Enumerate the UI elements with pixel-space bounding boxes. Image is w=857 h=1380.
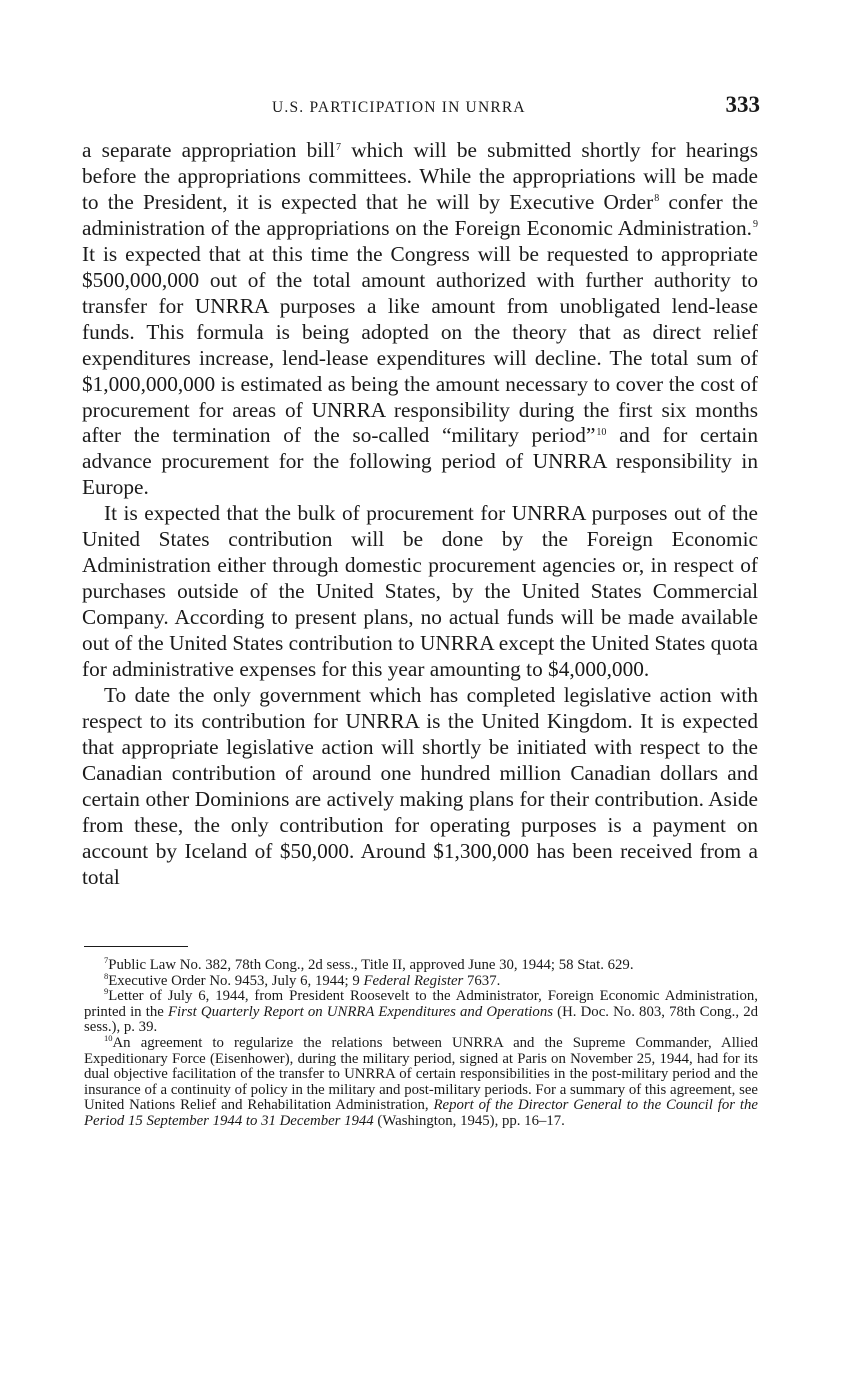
- paragraph-2: It is expected that the bulk of procurement for UNRRA purposes out of the United States contribution will be done by the Foreign Economic Administration either through domestic procurement agencies or, in respect of purchases outside of the United States, by the United States Commercial Company. According to present plans, no actual funds will be made available out of the United States contribution to UNRRA except the United States quota for administrative expenses for this year amounting to $4,000,000.: [82, 501, 758, 682]
- running-head: U.S. PARTICIPATION IN UNRRA: [272, 99, 526, 116]
- footnote-10-text-a: An agreement to regularize the relations between UNRRA and the Supreme Commander, Allied Expeditionary Force (Eisenhower), during the military period, signed at Paris on November 25, 1944, had for its dual objective facilitation of the transfer to UNRRA of certain responsibilities in the post-military period and the insurance of a continuity of policy in the military and post-military periods. For a summary of this agreement, see United Nations Relief and Rehabilitation Administration,: [84, 1034, 758, 1114]
- footnote-8-text-a: Executive Order No. 9453, July 6, 1944; 9: [108, 972, 364, 989]
- paragraph-1-text-a: a separate appropriation bill: [82, 138, 336, 162]
- footnote-8: [84, 970, 758, 990]
- footnote-9-text-b: (H. Doc. No. 803, 78th Cong., 2d sess.), p. 39.: [84, 1003, 758, 1036]
- footnote-ref-7: 7: [336, 141, 342, 153]
- footnote-divider: [84, 946, 188, 947]
- body-text: [82, 138, 758, 891]
- footnote-7: [84, 955, 758, 974]
- footnote-9: [84, 986, 758, 1036]
- paragraph-1-text-d: It is expected that at this time the Congress will be requested to appropriate $500,000,000 out of the total amount authorized with further authority to transfer for UNRRA purposes a like amount from unobligated lend-lease funds. This formula is being adopted on the theory that as direct relief expenditures increase, lend-lease expenditures will decline. The total sum of $1,000,000,000 is estimated as being the amount necessary to cover the cost of procurement for areas of UNRRA responsibility during the first six months after the termination of the so-called “military period”: [82, 241, 758, 448]
- footnote-7-text: Public Law No. 382, 78th Cong., 2d sess., Title II, approved June 30, 1944; 58 Stat. 629.: [108, 957, 634, 973]
- page-number: 333: [725, 92, 760, 117]
- page-header: [82, 92, 760, 122]
- paragraph-3: To date the only government which has completed legislative action with respect to its contribution for UNRRA is the United Kingdom. It is expected that appropriate legislative action will shortly be initiated with respect to the Canadian contribution of around one hundred million Canadian dollars and certain other Dominions are actively making plans for their contribution. Aside from these, the only contribution for operating purposes is a payment on account by Iceland of $50,000. Around $1,300,000 has been received from a total: [82, 683, 758, 889]
- footnote-9-italic: First Quarterly Report on UNRRA Expenditures and Operations: [167, 1003, 553, 1020]
- footnote-10-italic: Report of the Director General to the Council for the Period 15 September 1944 to 31 December 1944: [84, 1097, 758, 1129]
- footnote-mark-9: 9: [104, 986, 109, 997]
- footnote-ref-8: 8: [654, 193, 660, 205]
- footnote-ref-9: 9: [753, 219, 758, 231]
- footnote-ref-10: 10: [596, 426, 607, 438]
- paragraph-1: [82, 138, 758, 501]
- footnote-10-text-b: (Washington, 1945), pp. 16–17.: [373, 1112, 565, 1129]
- footnote-mark-8: 8: [104, 970, 109, 981]
- footnotes: [84, 955, 758, 1130]
- footnote-mark-10: 10: [104, 1033, 113, 1044]
- footnote-9-text-a: Letter of July 6, 1944, from President Roosevelt to the Administrator, Foreign Economic Administration, printed in the: [84, 988, 758, 1020]
- footnote-8-text-b: 7637.: [463, 972, 501, 989]
- paragraph-1-text-e: and for certain advance procurement for the following period of UNRRA responsibility in Europe.: [82, 423, 758, 500]
- footnote-mark-7: 7: [104, 955, 109, 966]
- paragraph-1-text-b: which will be submitted shortly for hearings before the appropriations committees. While the appropriations will be made to the President, it is expected that he will by Executive Order: [82, 138, 758, 214]
- footnote-8-italic: Federal Register: [363, 972, 464, 989]
- footnote-10: [84, 1033, 758, 1130]
- paragraph-1-text-c: confer the administration of the appropriations on the Foreign Economic Administration.: [82, 189, 758, 240]
